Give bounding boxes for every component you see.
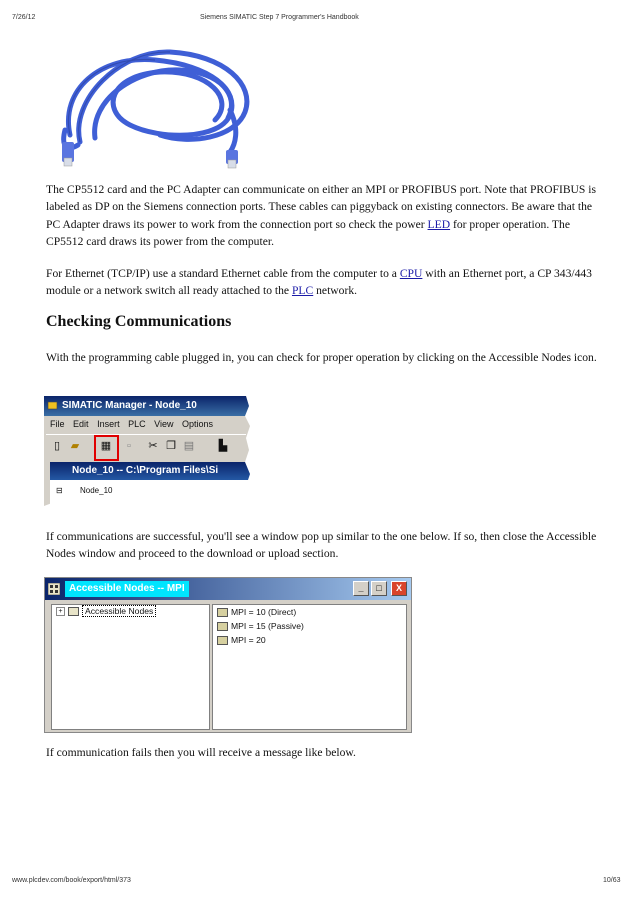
ethernet-cable-image: [40, 30, 280, 170]
menu-file[interactable]: File: [50, 419, 65, 429]
accessible-nodes-window: [44, 577, 412, 733]
list-item[interactable]: [217, 635, 266, 646]
simatic-toolbar: [46, 434, 246, 461]
torn-edge-right: [242, 396, 250, 511]
cut-icon[interactable]: ✂: [148, 440, 158, 452]
station-icon: [217, 622, 228, 631]
menu-insert[interactable]: Insert: [97, 419, 120, 429]
new-file-icon[interactable]: ▯: [53, 440, 61, 452]
header-title: Siemens SIMATIC Step 7 Programmer's Handbook: [200, 14, 359, 21]
simatic-title-bar: [44, 396, 250, 416]
plc-link[interactable]: PLC: [291, 284, 314, 298]
led-link[interactable]: LED: [427, 217, 451, 231]
list-item[interactable]: [217, 621, 304, 632]
tree-node-label[interactable]: Node_10: [80, 486, 113, 495]
simatic-manager-screenshot: [44, 396, 250, 511]
nodes-list-pane: [212, 604, 407, 730]
node-label: MPI = 20: [231, 635, 266, 645]
maximize-button[interactable]: □: [371, 581, 387, 596]
tree-expand-icon[interactable]: ⊟: [56, 486, 63, 495]
menu-view[interactable]: View: [154, 419, 174, 429]
paragraph-ethernet: For Ethernet (TCP/IP) use a standard Ethernet cable from the computer to a CPU with an Ethernet port, a CP 343/443 module or a network switch all ready attached to the PLC network.: [46, 267, 592, 298]
station-icon: [217, 636, 228, 645]
accessible-nodes-icon[interactable]: ▦: [100, 440, 112, 452]
paste-icon[interactable]: ▤: [183, 440, 195, 452]
paragraph-success: If communications are successful, you'll see a window pop up similar to the one below. If so, then close the Accessible Nodes window and proceed to the download or upload section.: [46, 530, 597, 561]
network-nodes-icon: [68, 607, 79, 616]
download-icon[interactable]: ▙: [218, 440, 228, 452]
project-window-title: Node_10 -- C:\Program Files\Si: [50, 462, 250, 480]
disabled-tool-icon: ▫: [127, 440, 131, 452]
simatic-app-icon: [47, 400, 58, 411]
paragraph-failure: If communication fails then you will receive a message like below.: [46, 746, 356, 759]
torn-edge-bottom: [44, 500, 250, 511]
simatic-title: SIMATIC Manager - Node_10: [62, 400, 197, 411]
close-button[interactable]: X: [391, 581, 407, 596]
highlight-box: [94, 435, 119, 461]
simatic-menu-bar: [44, 417, 213, 432]
node-label: MPI = 10 (Direct): [231, 607, 297, 617]
accessible-nodes-title: Accessible Nodes -- MPI: [65, 581, 189, 597]
tree-root-label[interactable]: Accessible Nodes: [82, 605, 156, 617]
network-nodes-icon: [48, 583, 60, 595]
menu-edit[interactable]: Edit: [73, 419, 89, 429]
tree-root[interactable]: [56, 606, 156, 617]
menu-plc[interactable]: PLC: [128, 419, 146, 429]
footer-url[interactable]: www.plcdev.com/book/export/html/373: [12, 877, 131, 884]
nodes-tree-pane: [51, 604, 210, 730]
node-label: MPI = 15 (Passive): [231, 621, 304, 631]
section-heading: Checking Communications: [46, 313, 232, 330]
header-date: 7/26/12: [12, 14, 36, 21]
copy-icon[interactable]: ❐: [166, 440, 176, 452]
cpu-link[interactable]: CPU: [399, 267, 423, 280]
list-item[interactable]: [217, 607, 296, 618]
paragraph-check: With the programming cable plugged in, you can check for proper operation by clicking on the Accessible Nodes icon.: [46, 351, 597, 364]
minimize-button[interactable]: _: [353, 581, 369, 596]
paragraph-adapters: The CP5512 card and the PC Adapter can communicate on either an MPI or PROFIBUS port. Note that PROFIBUS is labeled as DP on the Siemens connection ports. These cables can piggyback on existing connectors. Be aware that the PC Adapter draws its power to work from the connection port so check the power LED for proper operation. The CP5512 card draws its power from the computer.: [46, 183, 597, 248]
expand-plus-icon[interactable]: +: [56, 607, 65, 616]
footer-page-number: 10/63: [603, 877, 621, 884]
open-folder-icon[interactable]: ▰: [70, 440, 80, 452]
station-icon: [217, 608, 228, 617]
accessible-nodes-title-bar: [45, 578, 411, 600]
menu-options[interactable]: Options: [182, 419, 214, 429]
